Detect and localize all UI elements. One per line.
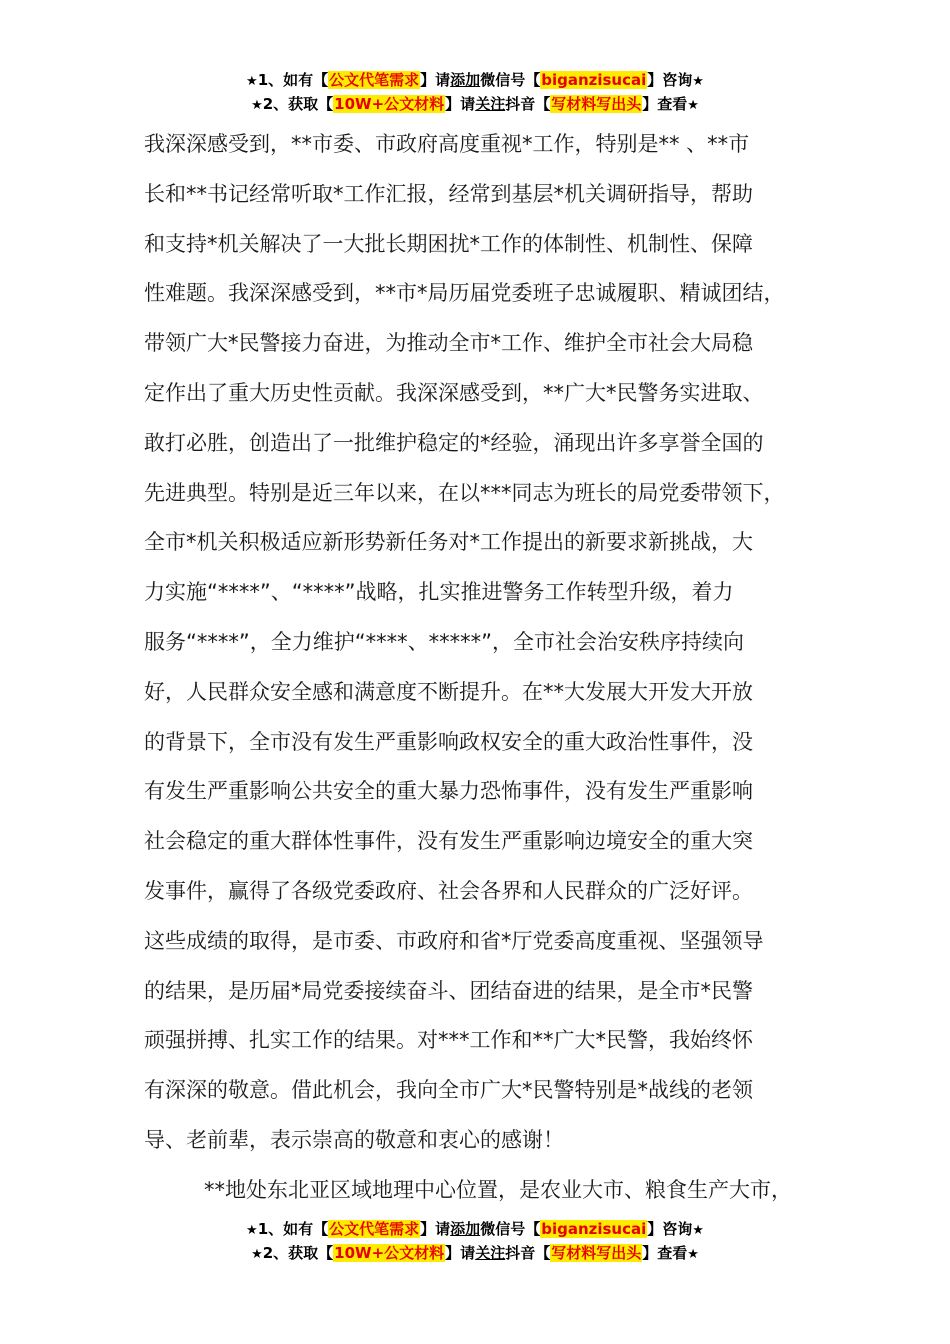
star-icon: ★ (692, 1223, 704, 1238)
wechat-id: biganzisucai (541, 71, 647, 89)
wechat-id: biganzisucai (541, 1220, 647, 1238)
banner-line-1 (0, 68, 950, 92)
highlight-text: 公文代笔需求 (329, 1220, 420, 1238)
banner-text: 微信号【 (480, 1220, 541, 1238)
body-line: 导、老前辈，表示崇高的敬意和衷心的感谢！ (144, 1127, 564, 1152)
banner-text: 2、获取【 (262, 95, 334, 113)
body-line: 定作出了重大历史性贡献。我深深感受到，**广大*民警务实进取、 (144, 380, 764, 405)
star-icon: ★ (246, 1223, 258, 1238)
banner-text: 】咨询 (647, 71, 693, 89)
body-line: 的背景下，全市没有发生严重影响政权安全的重大政治性事件，没 (144, 729, 753, 754)
body-line: 服务“****”，全力维护“****、*****”，全市社会治安秩序持续向 (144, 629, 745, 654)
underlined-text: 添加 (450, 71, 481, 89)
body-line: 这些成绩的取得，是市委、市政府和省*厅党委高度重视、坚强领导 (144, 928, 764, 953)
banner-text: 2、获取【 (262, 1244, 334, 1262)
body-line: 我深深感受到，**市委、市政府高度重视*工作，特别是** 、**市 (144, 132, 750, 156)
banner-line-2 (0, 1241, 950, 1265)
banner-text: 】请 (445, 95, 476, 113)
banner-text: 1、如有【 (257, 71, 329, 89)
underlined-text: 关注 (475, 1244, 506, 1262)
body-line: 性难题。我深深感受到，**市*局历届党委班子忠诚履职、精诚团结， (144, 281, 785, 306)
body-line: 长和**书记经常听取*工作汇报，经常到基层*机关调研指导，帮助 (144, 181, 753, 206)
star-icon: ★ (246, 74, 258, 89)
banner-text: 抖音【 (505, 1244, 551, 1262)
banner-line-1 (0, 1217, 950, 1241)
underlined-text: 关注 (475, 95, 506, 113)
star-icon: ★ (687, 98, 699, 113)
banner-text: 】请 (420, 71, 451, 89)
banner-text: 】请 (420, 1220, 451, 1238)
banner-text: 】查看 (642, 95, 688, 113)
highlight-text: 10W+公文材料 (334, 1244, 445, 1262)
banner-text: 】咨询 (647, 1220, 693, 1238)
banner-line-2 (0, 92, 950, 116)
body-line: 社会稳定的重大群体性事件，没有发生严重影响边境安全的重大突 (144, 829, 753, 854)
banner-text: 】请 (445, 1244, 476, 1262)
douyin-id: 写材料写出头 (551, 1244, 642, 1262)
star-icon: ★ (251, 1247, 263, 1262)
douyin-id: 写材料写出头 (551, 95, 642, 113)
star-icon: ★ (692, 74, 704, 89)
star-icon: ★ (251, 98, 263, 113)
body-line: 全市*机关积极适应新形势新任务对*工作提出的新要求新挑战，大 (144, 530, 753, 555)
body-line: 有深深的敬意。借此机会，我向全市广大*民警特别是*战线的老领 (144, 1078, 753, 1103)
body-line: 好，人民群众安全感和满意度不断提升。在**大发展大开发大开放 (144, 679, 753, 704)
body-line: 带领广大*民警接力奋进，为推动全市*工作、维护全市社会大局稳 (144, 331, 753, 356)
banner-text: 】查看 (642, 1244, 688, 1262)
highlight-text: 公文代笔需求 (329, 71, 420, 89)
banner-text: 1、如有【 (257, 1220, 329, 1238)
star-icon: ★ (687, 1247, 699, 1262)
body-line: 顽强拼搏、扎实工作的结果。对***工作和**广大*民警，我始终怀 (144, 1028, 753, 1053)
body-line: 的结果，是历届*局党委接续奋斗、团结奋进的结果，是全市*民警 (144, 978, 753, 1003)
body-line-indented: **地处东北亚区域地理中心位置，是农业大市、粮食生产大市， (204, 1177, 792, 1202)
body-line: 发事件，赢得了各级党委政府、社会各界和人民群众的广泛好评。 (144, 878, 753, 903)
body-line: 先进典型。特别是近三年以来，在以***同志为班长的局党委带领下， (144, 480, 785, 505)
underlined-text: 添加 (450, 1220, 481, 1238)
highlight-text: 10W+公文材料 (334, 95, 445, 113)
body-line: 敢打必胜，创造出了一批维护稳定的*经验，涌现出许多享誉全国的 (144, 430, 764, 455)
banner-text: 抖音【 (505, 95, 551, 113)
banner-text: 微信号【 (480, 71, 541, 89)
document-body (144, 120, 834, 1216)
body-line: 和支持*机关解决了一大批长期困扰*工作的体制性、机制性、保障 (144, 231, 753, 256)
bottom-banner (0, 1217, 950, 1265)
top-banner (0, 68, 950, 116)
body-line: 有发生严重影响公共安全的重大暴力恐怖事件，没有发生严重影响 (144, 779, 753, 804)
body-line: 力实施“****”、“****”战略，扎实推进警务工作转型升级，着力 (144, 580, 734, 605)
